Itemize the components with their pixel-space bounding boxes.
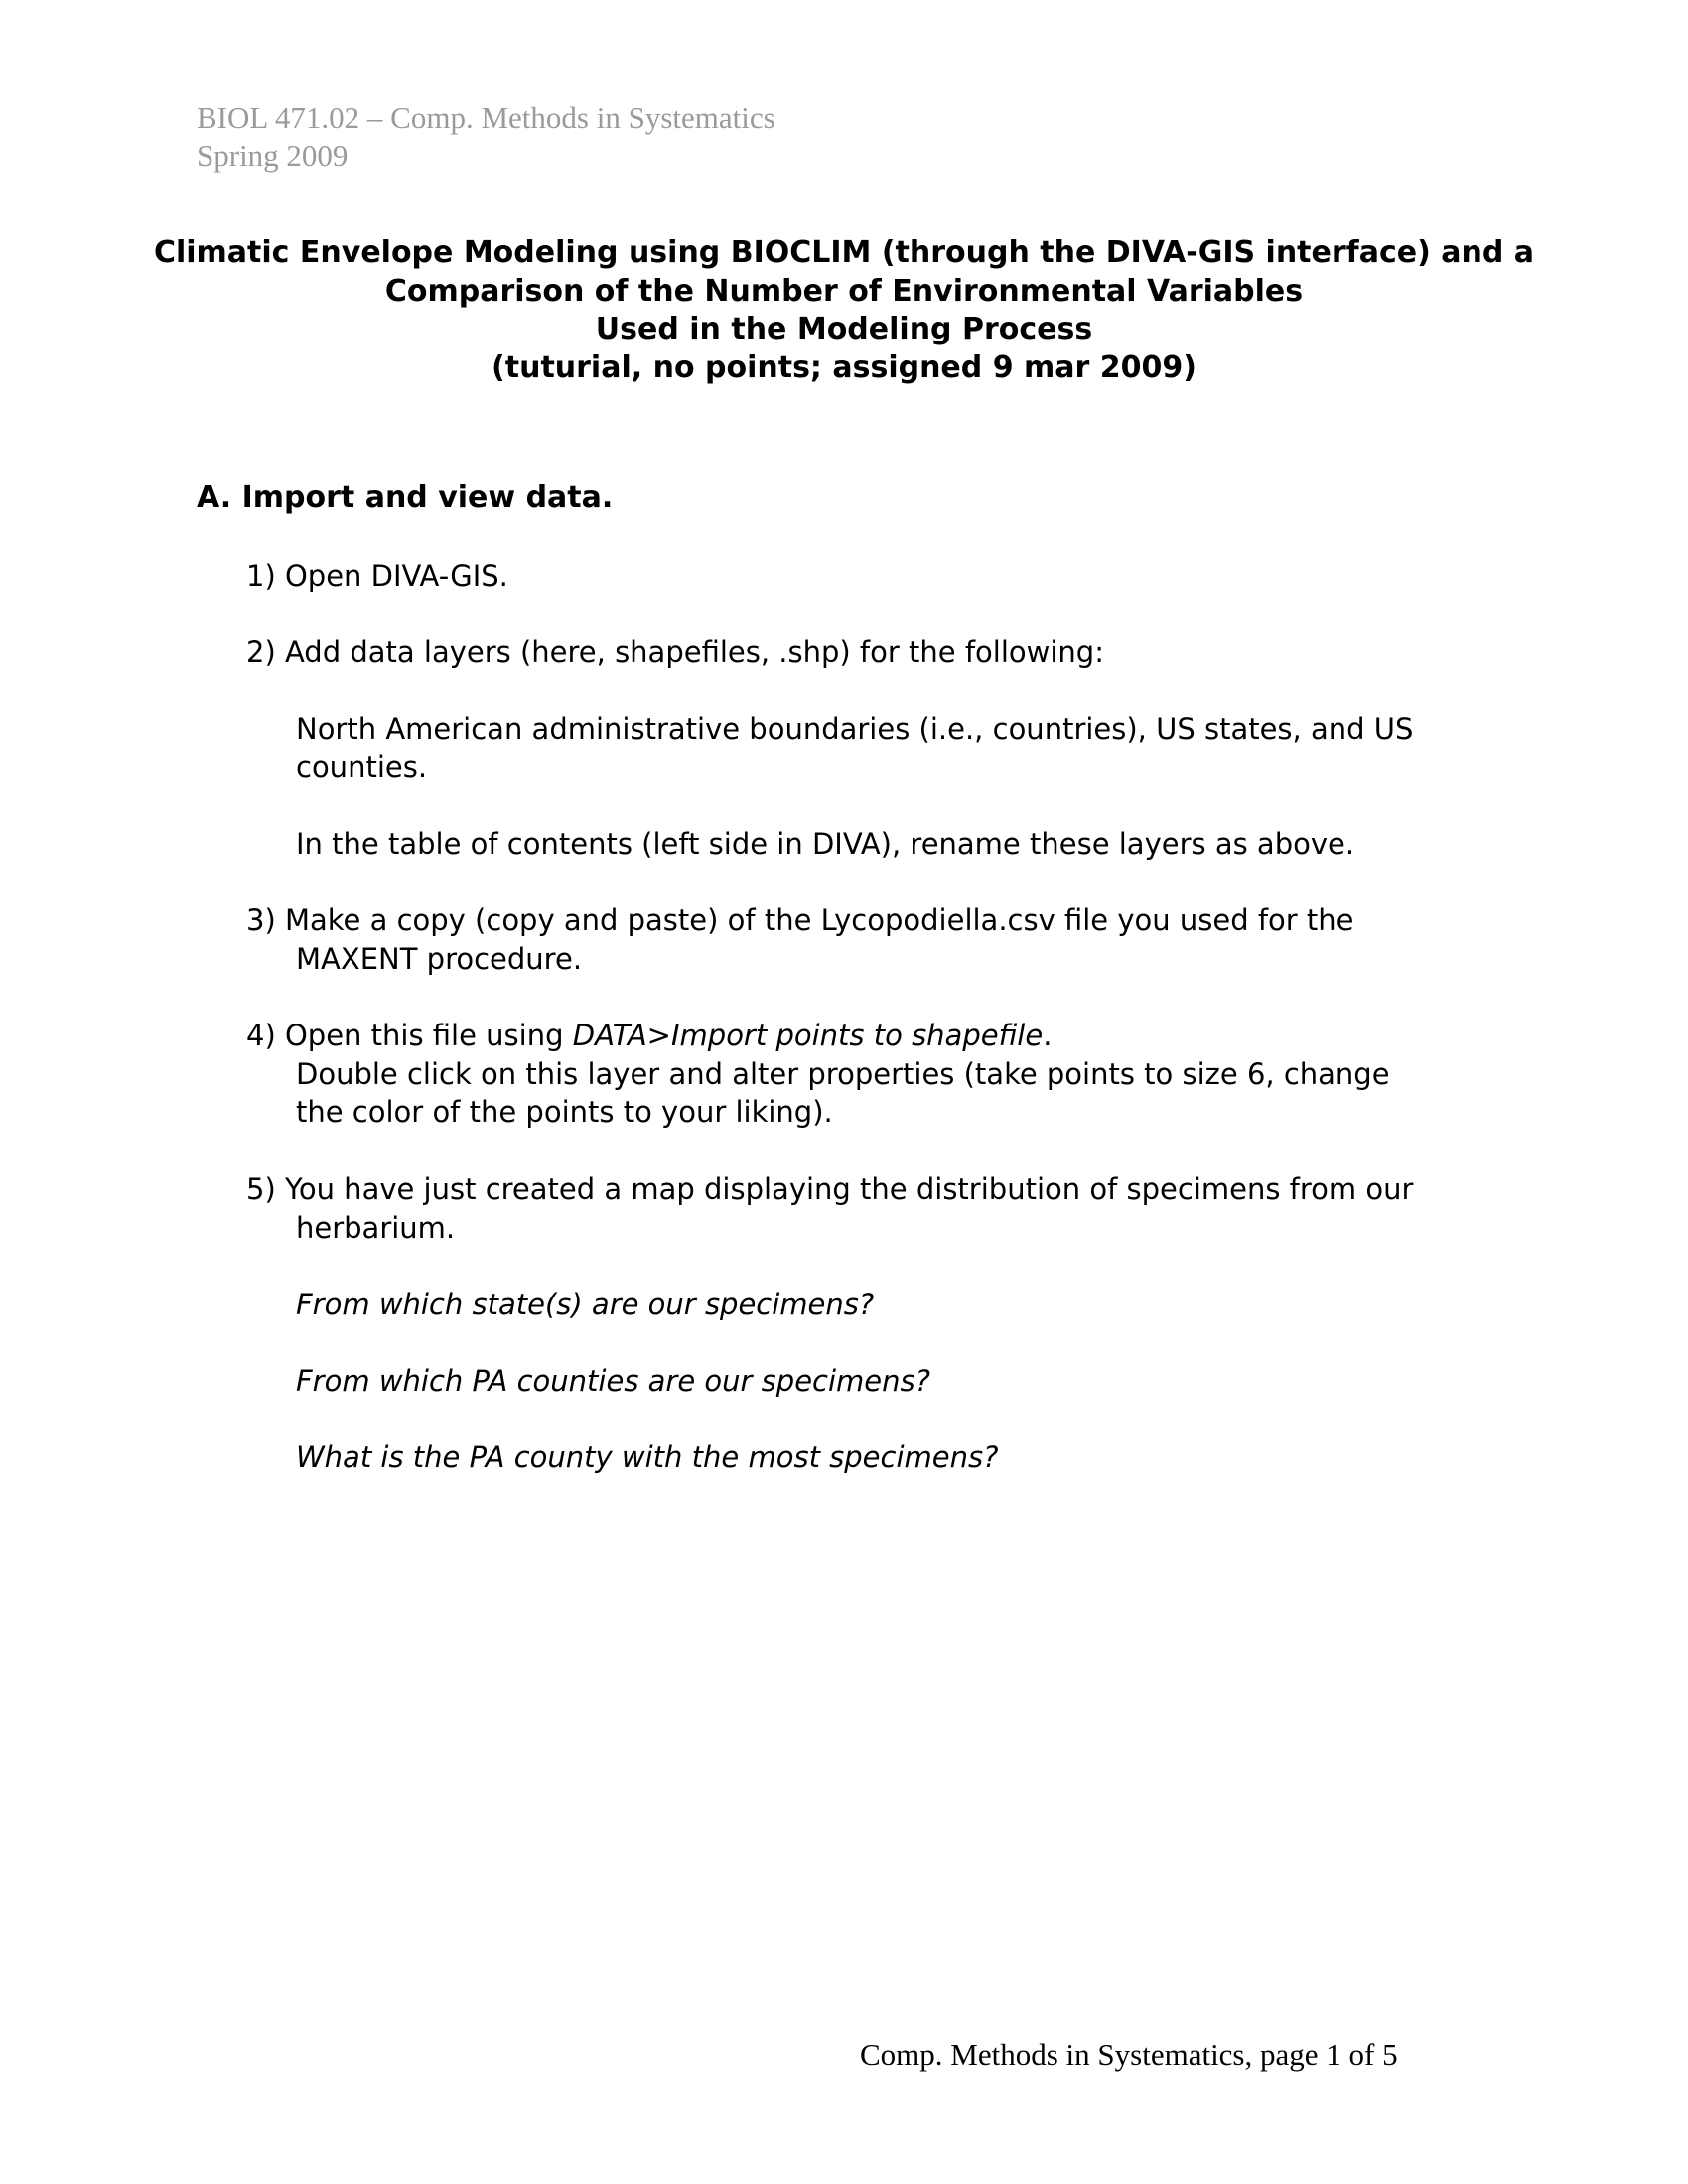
step-2-detail-line-1: North American administrative boundaries (i.e., countries), US states, and US bbox=[296, 712, 1414, 746]
step-3 bbox=[246, 901, 1354, 978]
step-4 bbox=[246, 1017, 1390, 1132]
page-header bbox=[197, 99, 775, 175]
step-4-line-2: Double click on this layer and alter properties (take points to size 6, change bbox=[296, 1056, 1390, 1091]
step-4-line-3: the color of the points to your liking). bbox=[296, 1095, 833, 1129]
course-term: Spring 2009 bbox=[197, 138, 349, 173]
step-4-suffix: . bbox=[1043, 1019, 1053, 1052]
course-title: BIOL 471.02 – Comp. Methods in Systematics bbox=[197, 100, 775, 135]
title-line-3: Used in the Modeling Process bbox=[595, 312, 1093, 346]
step-4-line-1 bbox=[246, 1017, 1390, 1055]
question-2: From which PA counties are our specimens? bbox=[296, 1364, 931, 1398]
step-4-menu-path: DATA>Import points to shapefile bbox=[572, 1019, 1044, 1052]
document-title bbox=[149, 234, 1539, 387]
step-2-rename: In the table of contents (left side in DIVA), rename these layers as above. bbox=[296, 827, 1355, 861]
page-footer: Comp. Methods in Systematics, page 1 of 5 bbox=[860, 2037, 1398, 2072]
title-line-2: Comparison of the Number of Environmental Variables bbox=[384, 273, 1304, 309]
step-2-detail bbox=[296, 710, 1413, 786]
step-4-prefix: 4) Open this file using bbox=[246, 1019, 573, 1052]
question-1: From which state(s) are our specimens? bbox=[296, 1288, 875, 1321]
section-a-heading: A. Import and view data. bbox=[197, 480, 614, 515]
step-1: 1) Open DIVA-GIS. bbox=[246, 559, 508, 593]
step-5-line-1: 5) You have just created a map displaying the distribution of specimens from our bbox=[246, 1172, 1414, 1206]
step-5-line-2: herbarium. bbox=[296, 1210, 456, 1245]
step-2: 2) Add data layers (here, shapefiles, .shp) for the following: bbox=[246, 635, 1104, 669]
step-3-line-1: 3) Make a copy (copy and paste) of the Lycopodiella.csv file you used for the bbox=[246, 903, 1354, 937]
step-5 bbox=[246, 1170, 1413, 1247]
step-2-detail-line-2: counties. bbox=[296, 750, 428, 784]
title-line-1: Climatic Envelope Modeling using BIOCLIM (through the DIVA-GIS interface) and a bbox=[153, 235, 1535, 270]
title-line-4: (tuturial, no points; assigned 9 mar 2009) bbox=[492, 349, 1196, 385]
question-3: What is the PA county with the most specimens? bbox=[296, 1440, 999, 1474]
step-3-line-2: MAXENT procedure. bbox=[296, 941, 583, 976]
